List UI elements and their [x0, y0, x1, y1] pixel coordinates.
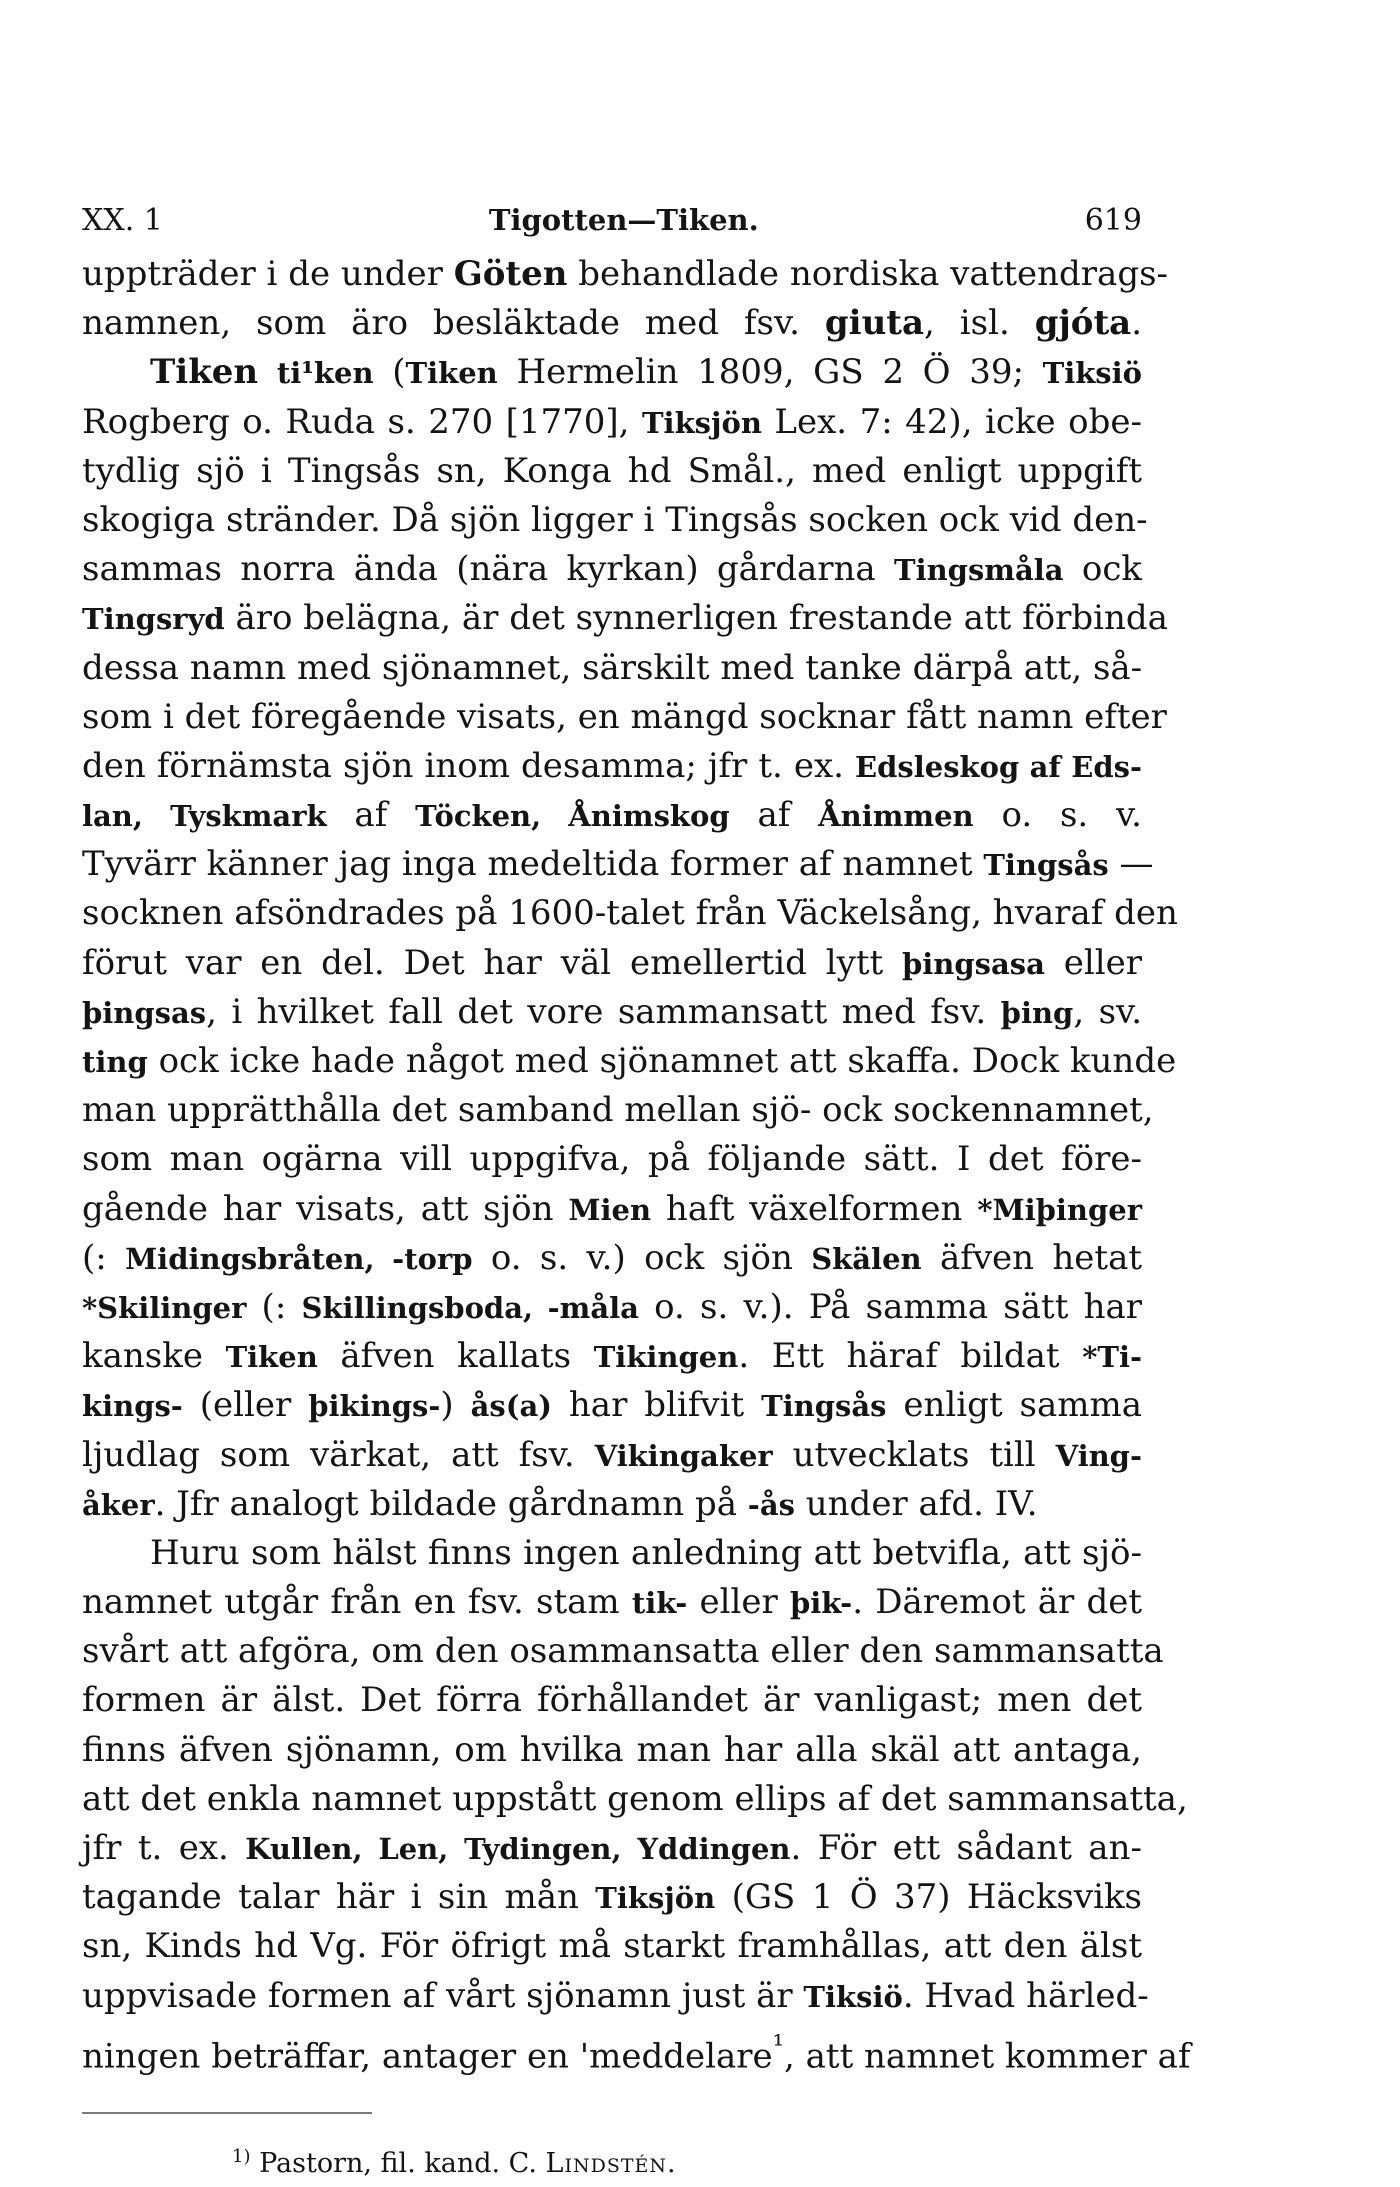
text-line: sammas norra ända (nära kyrkan) gårdarna Tingsmåla ock — [82, 549, 1142, 590]
text-line: åker. Jfr analogt bildade gårdnamn på -ås under afd. IV. — [82, 1483, 1038, 1524]
text-line: kings- (eller þikings-) ås(a) har blifvit Tingsås enligt samma — [82, 1385, 1143, 1426]
body-text — [82, 250, 1191, 2077]
text-line: tagande talar här i sin mån Tiksjön (GS 1 Ö 37) Häcksviks — [82, 1877, 1143, 1918]
text-line: jfr t. ex. Kullen, Len, Tydingen, Yddingen. För ett sådant an- — [82, 1828, 1142, 1868]
text-line: þingsas, i hvilket fall det vore sammansatt med fsv. þing, sv. — [82, 991, 1142, 1032]
text-line: Tyvärr känner jag inga medeltida former af namnet Tingsås — — [82, 844, 1154, 885]
section-number: XX. 1 — [82, 203, 163, 238]
page-number: 619 — [1084, 203, 1142, 238]
headword: Tiken — [150, 352, 259, 393]
text-line: uppträder i de under Göten behandlade nordiska vattendrags- — [82, 254, 1169, 294]
text-line: skogiga stränder. Då sjön ligger i Tingsås socken ock vid den- — [82, 499, 1148, 540]
paragraph-start-line: Huru som hälst finns ingen anledning att betvifla, att sjö- — [150, 1532, 1142, 1573]
text-line: svårt att afgöra, om den osammansatta eller den sammansatta — [82, 1631, 1164, 1672]
footnote-text: Pastorn, fil. kand. C. — [259, 2147, 546, 2179]
text-line: gående har visats, att sjön Mien haft växelformen *Miþinger — [82, 1188, 1142, 1229]
text-line: socknen afsöndrades på 1600-talet från Väckelsång, hvaraf den — [82, 893, 1178, 934]
entry-headword-line: Tiken ti¹ken (Tiken Hermelin 1809, GS 2 Ö 39; Tiksiö — [150, 352, 1142, 393]
text-line: ting ock icke hade något med sjönamnet att skaffa. Dock kunde — [82, 1041, 1177, 1081]
page-header — [82, 200, 1142, 248]
footnote — [82, 2138, 1142, 2183]
text-line: formen är älst. Det förra förhållandet är vanligast; men det — [82, 1680, 1142, 1721]
text-line: (: Midingsbråten, -torp o. s. v.) ock sjön Skälen äfven hetat — [82, 1237, 1143, 1278]
text-line: tydlig sjö i Tingsås sn, Konga hd Smål., med enligt uppgift — [82, 450, 1142, 491]
footnote-author: Lindstén. — [545, 2147, 677, 2179]
text-line: att det enkla namnet uppstått genom ellips af det sammansatta, — [82, 1778, 1188, 1819]
footnote-marker: 1) — [232, 2145, 251, 2167]
text-line: *Skilinger (: Skillingsboda, -måla o. s. v.). På samma sätt har — [82, 1286, 1142, 1327]
footnote-divider — [82, 2112, 372, 2114]
text-line: som man ogärna vill uppgifva, på följande sätt. I det före- — [82, 1139, 1142, 1180]
footnote-reference: ¹ — [772, 2028, 785, 2062]
running-head: Tigotten—Tiken. — [488, 203, 759, 237]
text-line: som i det föregående visats, en mängd socknar fått namn efter — [82, 696, 1167, 737]
text-line: förut var en del. Det har väl emellertid lytt þingsasa eller — [82, 942, 1142, 983]
text-line: den förnämsta sjön inom desamma; jfr t. ex. Edsleskog af Eds- — [82, 745, 1142, 786]
text-line: Rogberg o. Ruda s. 270 [1770], Tiksjön Lex. 7: 42), icke obe- — [82, 401, 1142, 442]
text-line: sn, Kinds hd Vg. För öfrigt må starkt framhållas, att den älst — [82, 1926, 1142, 1967]
document-page — [82, 200, 1191, 2183]
text-line: uppvisade formen af vårt sjönamn just är Tiksiö. Hvad härled- — [82, 1975, 1149, 2016]
text-line: namnet utgår från en fsv. stam tik- eller þik-. Däremot är det — [82, 1582, 1142, 1623]
text-line: ningen beträffar, antager en 'meddelare$^{^1}$, att namnet kommer af — [82, 2028, 1191, 2077]
text-line: ljudlag som värkat, att fsv. Vikingaker utvecklats till Ving- — [82, 1434, 1142, 1475]
text-line: kanske Tiken äfven kallats Tikingen. Ett häraf bildat *Ti- — [82, 1336, 1143, 1377]
text-line: Tingsryd äro belägna, är det synnerligen frestande att förbinda — [82, 598, 1168, 639]
text-line: finns äfven sjönamn, om hvilka man har alla skäl att antaga, — [82, 1729, 1142, 1770]
text-line: namnen, som äro besläktade med fsv. giuta, isl. gjóta. — [82, 303, 1143, 344]
text-line: man upprätthålla det samband mellan sjö- ock sockennamnet, — [82, 1090, 1154, 1131]
text-line: dessa namn med sjönamnet, särskilt med tanke därpå att, så- — [82, 647, 1143, 688]
text-line: lan, Tyskmark af Töcken, Ånimskog af Ånimmen o. s. v. — [82, 795, 1142, 836]
